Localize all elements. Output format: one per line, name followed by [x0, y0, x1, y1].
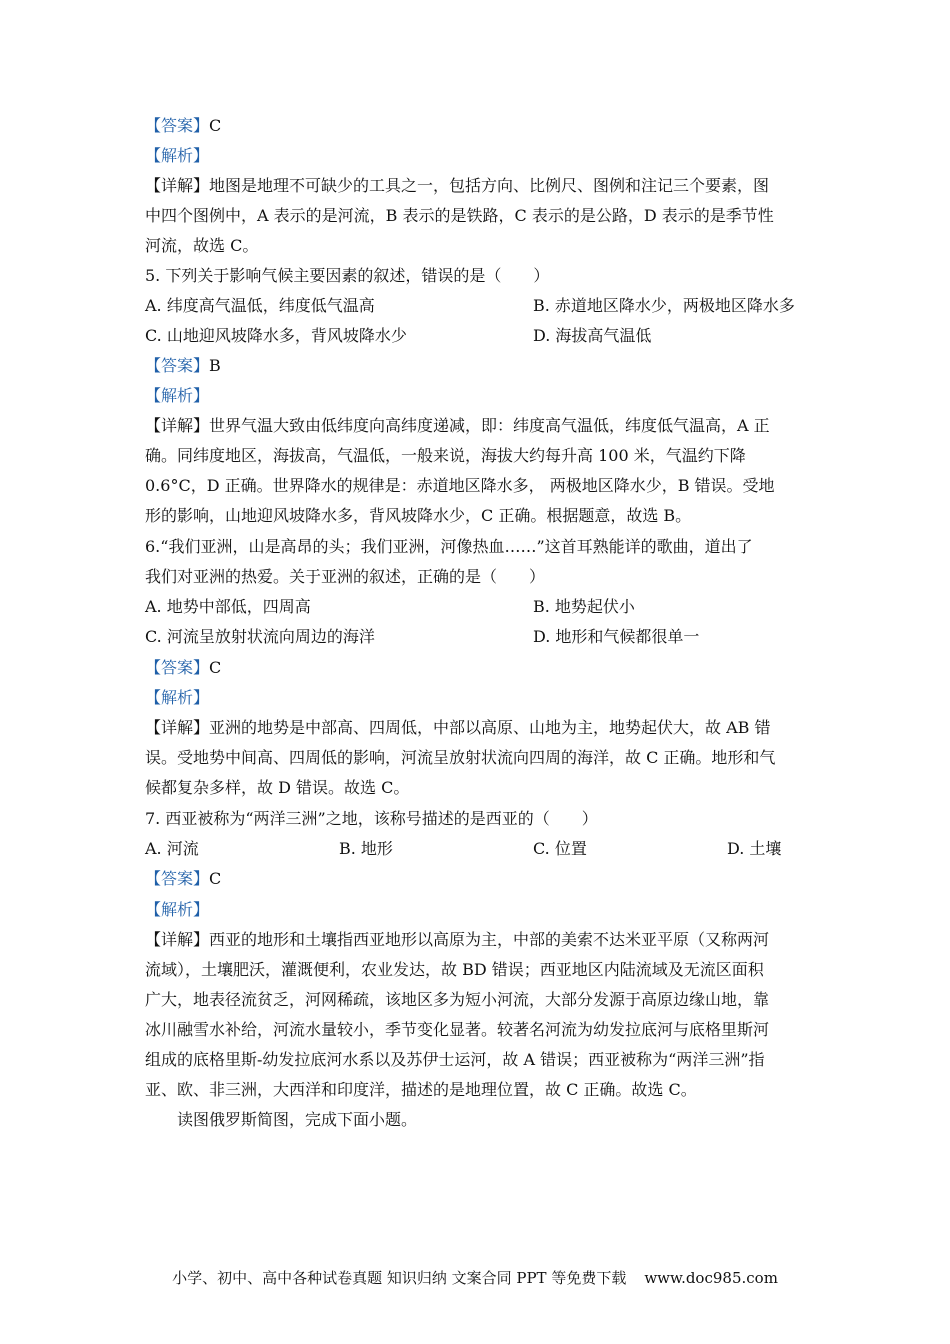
detail-text: 西亚的地形和土壤指西亚地形以高原为主，中部的美索不达米亚平原（又称两河 — [209, 930, 770, 949]
q4-detail-line-3: 河流，故选 C。 — [145, 236, 259, 255]
q7-detail-line-4: 冰川融雪水补给，河流水量较小，季节变化显著。较著名河流为幼发拉底河与底格里斯河 — [145, 1020, 770, 1039]
q6-option-c: C. 河流呈放射状流向周边的海洋 — [145, 627, 375, 646]
q6-detail-line-2: 误。受地势中间高、四周低的影响，河流呈放射状流向四周的海洋，故 C 正确。地形和气 — [145, 748, 776, 767]
answer-tag: 【答案】 — [145, 658, 210, 677]
q6-detail-line-3: 候都复杂多样，故 D 错误。故选 C。 — [145, 778, 410, 797]
analysis-tag: 【解析】 — [145, 900, 210, 919]
q5-stem: 5. 下列关于影响气候主要因素的叙述，错误的是（ ） — [145, 266, 550, 285]
footer-site[interactable]: www.doc985.com — [644, 1269, 778, 1287]
section-intro: 读图俄罗斯简图，完成下面小题。 — [177, 1110, 418, 1129]
analysis-tag: 【解析】 — [145, 146, 210, 165]
detail-tag: 【详解】 — [145, 176, 210, 195]
q7-option-d: D. 土壤 — [727, 839, 782, 858]
answer-tag: 【答案】 — [145, 356, 210, 375]
q5-option-a: A. 纬度高气温低，纬度低气温高 — [145, 296, 375, 315]
analysis-tag: 【解析】 — [145, 688, 210, 707]
q5-detail-line-4: 形的影响，山地迎风坡降水多，背风坡降水少，C 正确。根据题意，故选 B。 — [145, 506, 692, 525]
analysis-tag: 【解析】 — [145, 386, 210, 405]
answer-value: C — [209, 116, 222, 135]
detail-text: 亚洲的地势是中部高、四周低，中部以高原、山地为主，地势起伏大，故 AB 错 — [209, 718, 771, 737]
q7-option-a: A. 河流 — [145, 839, 199, 858]
q4-answer — [145, 116, 810, 136]
footer-text: 小学、初中、高中各种试卷真题 知识归纳 文案合同 PPT 等免费下载 — [172, 1269, 627, 1287]
answer-value: C — [209, 869, 222, 888]
q7-detail-line-2: 流域），土壤肥沃，灌溉便利，农业发达，故 BD 错误；西亚地区内陆流域及无流区面积 — [145, 960, 764, 979]
q7-detail-line-5: 组成的底格里斯-幼发拉底河水系以及苏伊士运河，故 A 错误；西亚被称为“两洋三洲”指 — [145, 1050, 765, 1069]
q5-option-c: C. 山地迎风坡降水多，背风坡降水少 — [145, 326, 407, 345]
q4-analysis-heading — [145, 146, 810, 166]
q5-detail-line-3: 0.6°C，D 正确。世界降水的规律是：赤道地区降水多， 两极地区降水少，B 错误。受地 — [145, 476, 775, 495]
q6-answer — [145, 658, 810, 678]
q4-detail-line-1 — [145, 176, 810, 196]
q6-detail-line-1 — [145, 718, 810, 738]
q6-option-a: A. 地势中部低，四周高 — [145, 597, 311, 616]
answer-value: B — [209, 356, 221, 375]
q7-detail-line-1 — [145, 930, 810, 950]
answer-tag: 【答案】 — [145, 116, 210, 135]
q6-option-b: B. 地势起伏小 — [533, 597, 635, 616]
q7-detail-line-6: 亚、欧、非三洲，大西洋和印度洋，描述的是地理位置，故 C 正确。故选 C。 — [145, 1080, 697, 1099]
q5-detail-line-2: 确。同纬度地区，海拔高，气温低，一般来说，海拔大约每升高 100 米，气温约下降 — [145, 446, 746, 465]
detail-text: 世界气温大致由低纬度向高纬度递减，即：纬度高气温低，纬度低气温高，A 正 — [209, 416, 770, 435]
answer-value: C — [209, 658, 222, 677]
q5-option-d: D. 海拔高气温低 — [533, 326, 652, 345]
page-footer — [0, 1268, 950, 1288]
q6-analysis-heading — [145, 688, 810, 708]
q7-analysis-heading — [145, 900, 810, 920]
detail-tag: 【详解】 — [145, 718, 210, 737]
q5-option-b: B. 赤道地区降水少，两极地区降水多 — [533, 296, 795, 315]
q5-analysis-heading — [145, 386, 810, 406]
q7-detail-line-3: 广大，地表径流贫乏，河网稀疏，该地区多为短小河流，大部分发源于高原边缘山地，靠 — [145, 990, 770, 1009]
q7-answer — [145, 869, 810, 889]
detail-text: 地图是地理不可缺少的工具之一，包括方向、比例尺、图例和注记三个要素，图 — [209, 176, 770, 195]
q7-option-b: B. 地形 — [339, 839, 393, 858]
detail-tag: 【详解】 — [145, 416, 210, 435]
q4-detail-line-2: 中四个图例中，A 表示的是河流，B 表示的是铁路，C 表示的是公路，D 表示的是季节性 — [145, 206, 774, 225]
q7-option-c: C. 位置 — [533, 839, 587, 858]
q6-stem-line-1: 6.“我们亚洲，山是高昂的头；我们亚洲，河像热血……”这首耳熟能详的歌曲，道出了 — [145, 537, 753, 556]
q7-stem: 7. 西亚被称为“两洋三洲”之地，该称号描述的是西亚的（ ） — [145, 809, 598, 828]
q6-option-d: D. 地形和气候都很单一 — [533, 627, 700, 646]
answer-tag: 【答案】 — [145, 869, 210, 888]
q5-detail-line-1 — [145, 416, 810, 436]
detail-tag: 【详解】 — [145, 930, 210, 949]
q5-answer — [145, 356, 810, 376]
q6-stem-line-2: 我们对亚洲的热爱。关于亚洲的叙述，正确的是（ ） — [145, 567, 546, 586]
